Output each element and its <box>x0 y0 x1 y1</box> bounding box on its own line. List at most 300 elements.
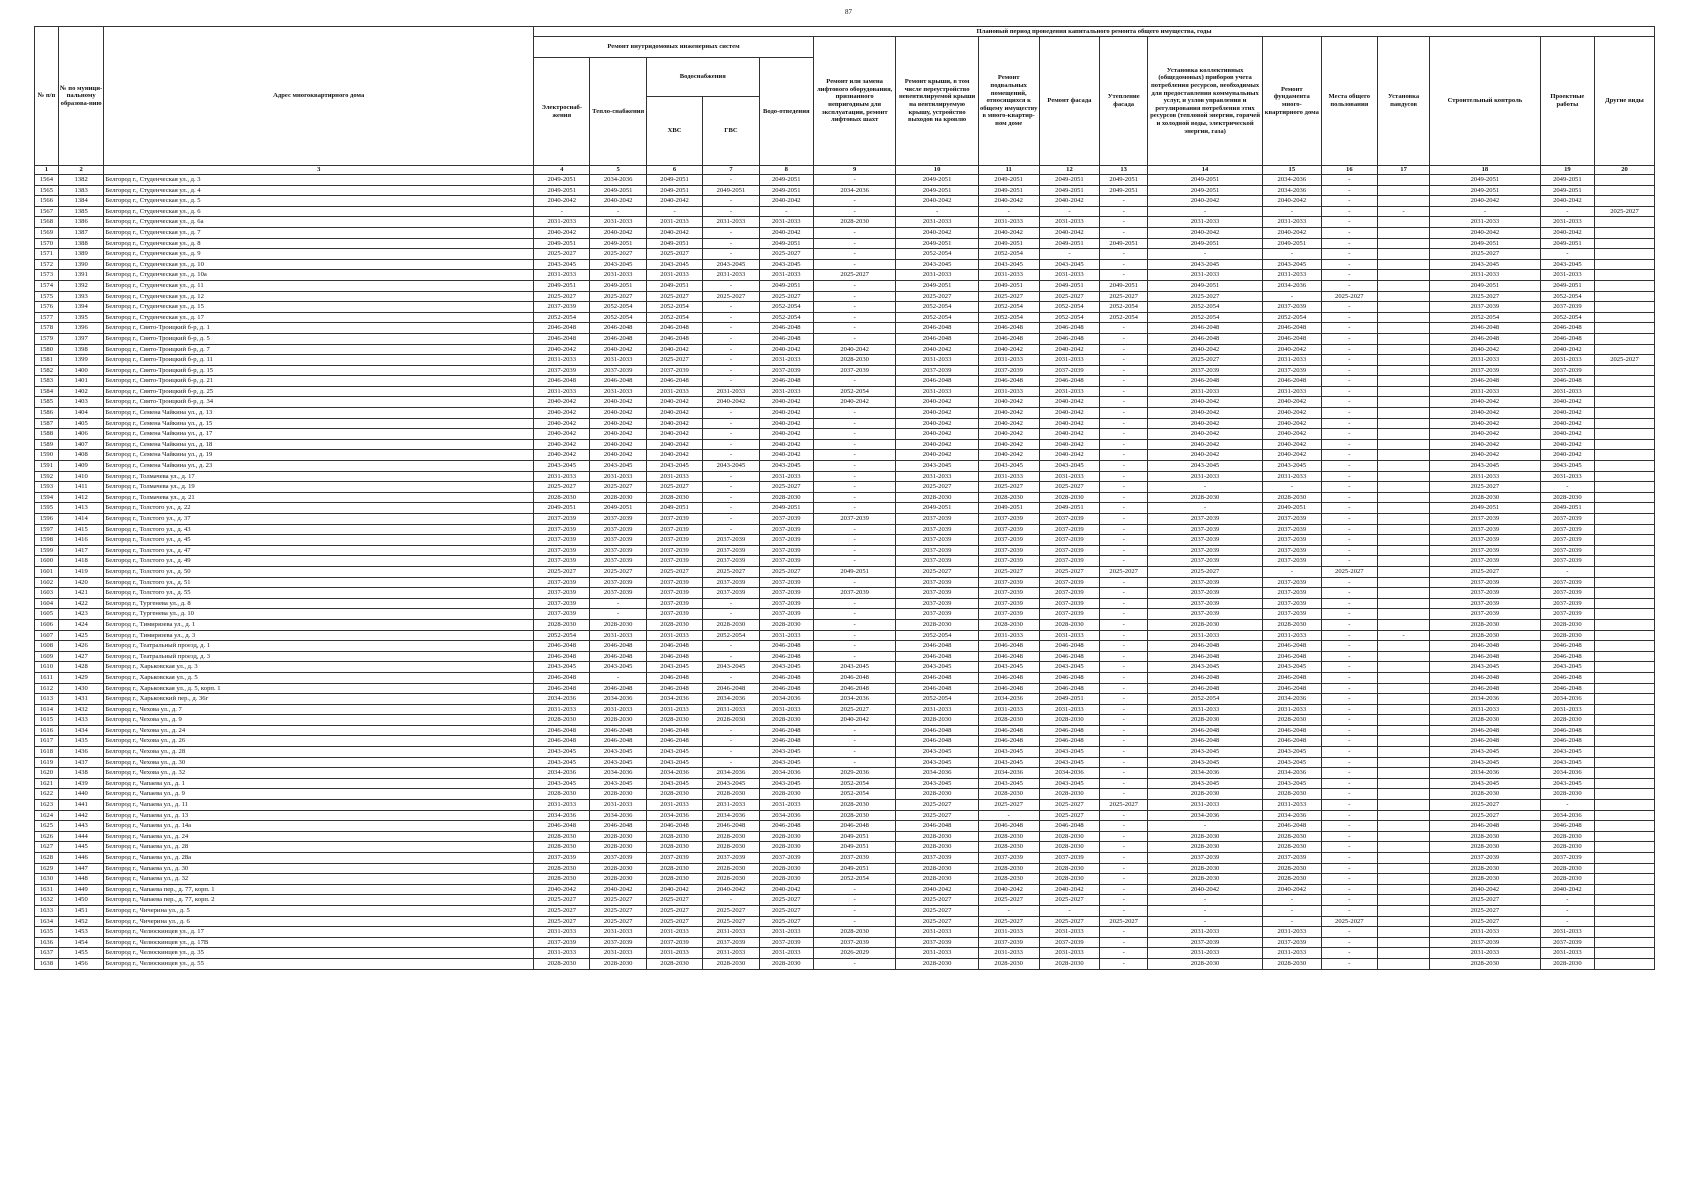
table-cell: 2037-2039 <box>1430 514 1541 525</box>
table-cell: 2031-2033 <box>534 386 590 397</box>
table-cell: 2028-2030 <box>1148 789 1263 800</box>
table-cell <box>1378 651 1430 662</box>
table-cell <box>1594 566 1654 577</box>
table-cell: 2025-2027 <box>759 916 813 927</box>
table-cell: 2025-2027 <box>1321 566 1377 577</box>
table-cell: 2043-2045 <box>1430 757 1541 768</box>
table-cell: 2040-2042 <box>1148 884 1263 895</box>
table-cell: - <box>1100 376 1148 387</box>
column-number-row <box>35 166 1655 175</box>
table-cell: 2049-2051 <box>759 185 813 196</box>
table-cell: - <box>1321 577 1377 588</box>
table-cell: 1442 <box>58 810 104 821</box>
table-cell: - <box>1321 408 1377 419</box>
table-cell: 2040-2042 <box>646 429 702 440</box>
table-cell: 2037-2039 <box>1263 524 1322 535</box>
table-cell: 2049-2051 <box>646 503 702 514</box>
table-cell: 2031-2033 <box>534 270 590 281</box>
table-cell <box>1378 853 1430 864</box>
table-cell: - <box>1321 450 1377 461</box>
table-cell: 2052-2054 <box>1148 302 1263 313</box>
table-cell: 2025-2027 <box>896 291 978 302</box>
table-cell: 2046-2048 <box>896 736 978 747</box>
table-cell: 2031-2033 <box>896 471 978 482</box>
table-cell: 2028-2030 <box>978 842 1039 853</box>
table-cell: - <box>978 810 1039 821</box>
table-cell: 2037-2039 <box>1540 609 1594 620</box>
table-cell: 2043-2045 <box>1430 778 1541 789</box>
table-cell <box>1378 895 1430 906</box>
table-cell: 2046-2048 <box>759 651 813 662</box>
table-cell: 2025-2027 <box>534 482 590 493</box>
table-cell: 2043-2045 <box>1039 662 1100 673</box>
table-cell: 2031-2033 <box>759 704 813 715</box>
table-cell: 2049-2051 <box>1263 238 1322 249</box>
table-cell: 2028-2030 <box>590 715 646 726</box>
column-number: 7 <box>703 166 759 175</box>
table-cell: - <box>1321 206 1377 217</box>
table-cell: - <box>1540 905 1594 916</box>
table-cell: 2028-2030 <box>1263 958 1322 969</box>
table-cell: 2028-2030 <box>1039 619 1100 630</box>
table-cell: 2037-2039 <box>759 514 813 525</box>
table-cell: - <box>703 651 759 662</box>
table-cell: 1575 <box>35 291 59 302</box>
table-cell: 2031-2033 <box>646 800 702 811</box>
col-header-roof: Ремонт крыши, в том числе переустройство невентилируемой крыши на вентилируемую крышу, устройство выходов на кровлю <box>896 37 978 166</box>
table-cell: - <box>1321 461 1377 472</box>
table-cell: - <box>813 249 895 260</box>
table-cell: 2043-2045 <box>646 259 702 270</box>
table-cell: 2031-2033 <box>646 630 702 641</box>
table-cell <box>1378 683 1430 694</box>
address-cell: Белгород г., Толстого ул., д. 22 <box>104 503 534 514</box>
table-cell: - <box>813 577 895 588</box>
table-cell: - <box>703 312 759 323</box>
table-cell: 2040-2042 <box>1039 884 1100 895</box>
table-cell: 2028-2030 <box>646 842 702 853</box>
table-cell <box>1378 492 1430 503</box>
table-cell: 2025-2027 <box>1594 355 1654 366</box>
table-cell: 2040-2042 <box>1430 429 1541 440</box>
table-cell: - <box>1100 482 1148 493</box>
table-cell: 2029-2036 <box>813 768 895 779</box>
table-cell: 2028-2030 <box>896 831 978 842</box>
table-cell: 2037-2039 <box>534 365 590 376</box>
table-row <box>35 175 1655 186</box>
table-cell: - <box>1321 259 1377 270</box>
table-row <box>35 831 1655 842</box>
table-cell: 1608 <box>35 641 59 652</box>
table-cell: 2040-2042 <box>534 408 590 419</box>
table-cell: 2043-2045 <box>534 461 590 472</box>
table-cell <box>1378 884 1430 895</box>
table-cell: 2040-2042 <box>646 408 702 419</box>
table-cell: - <box>1100 905 1148 916</box>
table-cell: 2040-2042 <box>1148 439 1263 450</box>
table-cell: 2052-2054 <box>1148 694 1263 705</box>
table-cell: 2025-2027 <box>1321 916 1377 927</box>
table-cell <box>1378 662 1430 673</box>
table-cell: - <box>1100 249 1148 260</box>
table-row <box>35 249 1655 260</box>
table-cell: - <box>1100 715 1148 726</box>
table-cell: 2037-2039 <box>534 598 590 609</box>
table-cell: 2028-2030 <box>1540 958 1594 969</box>
table-cell: 2025-2027 <box>978 895 1039 906</box>
table-cell: 2028-2030 <box>534 958 590 969</box>
table-cell: 2037-2039 <box>978 853 1039 864</box>
table-cell: 2028-2030 <box>978 619 1039 630</box>
table-cell: 2025-2027 <box>1039 800 1100 811</box>
address-cell: Белгород г., Толстого ул., д. 50 <box>104 566 534 577</box>
table-cell: - <box>703 641 759 652</box>
table-cell <box>1378 259 1430 270</box>
table-cell: 2037-2039 <box>759 937 813 948</box>
table-cell: 2028-2030 <box>534 789 590 800</box>
table-cell <box>1594 397 1654 408</box>
table-cell <box>1594 810 1654 821</box>
table-cell: 2040-2042 <box>759 429 813 440</box>
address-cell: Белгород г., Чапаева ул., д. 30 <box>104 863 534 874</box>
table-cell: 2031-2033 <box>1039 704 1100 715</box>
table-cell: - <box>703 206 759 217</box>
table-cell: 2046-2048 <box>813 683 895 694</box>
table-cell: 2028-2030 <box>534 492 590 503</box>
table-cell: 1454 <box>58 937 104 948</box>
table-cell: 2043-2045 <box>896 747 978 758</box>
table-cell: 2028-2030 <box>759 842 813 853</box>
table-cell: 2031-2033 <box>1148 948 1263 959</box>
table-cell <box>1594 916 1654 927</box>
table-cell: 2031-2033 <box>646 217 702 228</box>
table-cell <box>1378 768 1430 779</box>
table-cell: 2046-2048 <box>1148 333 1263 344</box>
table-cell: 2037-2039 <box>1430 609 1541 620</box>
table-cell: 2040-2042 <box>1148 429 1263 440</box>
table-cell: 2037-2039 <box>646 598 702 609</box>
table-cell: - <box>1321 249 1377 260</box>
table-cell: 2025-2027 <box>978 291 1039 302</box>
table-cell: 2040-2042 <box>896 344 978 355</box>
table-cell: 2049-2051 <box>896 175 978 186</box>
table-cell: 2034-2036 <box>534 694 590 705</box>
table-cell <box>1594 545 1654 556</box>
column-number: 6 <box>646 166 702 175</box>
table-cell: 2052-2054 <box>590 302 646 313</box>
table-cell: 2031-2033 <box>1430 355 1541 366</box>
table-cell <box>1378 704 1430 715</box>
table-cell: 2052-2054 <box>759 302 813 313</box>
address-cell: Белгород г., Харьковская ул., д. 5, корп. 1 <box>104 683 534 694</box>
table-cell: 2046-2048 <box>978 725 1039 736</box>
table-cell: 2031-2033 <box>1039 355 1100 366</box>
table-cell: 2037-2039 <box>1263 365 1322 376</box>
table-cell: 2037-2039 <box>646 588 702 599</box>
table-cell: 2028-2030 <box>896 715 978 726</box>
table-cell: 2037-2039 <box>534 609 590 620</box>
table-cell: 2028-2030 <box>1540 789 1594 800</box>
table-cell: 2049-2051 <box>590 238 646 249</box>
table-cell: 2046-2048 <box>978 376 1039 387</box>
table-cell: - <box>813 418 895 429</box>
table-cell: 2025-2027 <box>978 800 1039 811</box>
table-cell <box>1378 566 1430 577</box>
table-row <box>35 227 1655 238</box>
table-cell: 2025-2027 <box>646 482 702 493</box>
table-cell: 2028-2030 <box>1430 492 1541 503</box>
table-cell: - <box>703 514 759 525</box>
table-cell: - <box>813 471 895 482</box>
table-cell: 1410 <box>58 471 104 482</box>
table-cell: 2031-2033 <box>1263 355 1322 366</box>
table-cell: 2046-2048 <box>590 651 646 662</box>
table-cell: - <box>1321 874 1377 885</box>
table-cell: 2037-2039 <box>813 853 895 864</box>
table-cell: 2043-2045 <box>978 747 1039 758</box>
table-cell: 1571 <box>35 249 59 260</box>
table-cell: 2028-2030 <box>1540 842 1594 853</box>
table-cell: - <box>1378 630 1430 641</box>
table-cell: 2049-2051 <box>1148 280 1263 291</box>
table-cell: 2043-2045 <box>534 662 590 673</box>
table-cell: 2049-2051 <box>978 503 1039 514</box>
table-cell: 2025-2027 <box>1148 566 1263 577</box>
table-cell: 1444 <box>58 831 104 842</box>
table-cell: - <box>1263 206 1322 217</box>
table-cell: 1610 <box>35 662 59 673</box>
table-cell: 2025-2027 <box>1148 355 1263 366</box>
table-cell: 2031-2033 <box>1430 704 1541 715</box>
table-cell <box>1378 577 1430 588</box>
table-cell <box>1594 291 1654 302</box>
table-cell: 2037-2039 <box>534 556 590 567</box>
table-cell: 2031-2033 <box>1039 471 1100 482</box>
address-cell: Белгород г., Студенческая ул., д. 3 <box>104 175 534 186</box>
table-cell <box>1378 514 1430 525</box>
table-cell: 2037-2039 <box>896 598 978 609</box>
table-cell: 2028-2030 <box>1540 630 1594 641</box>
table-cell: 2040-2042 <box>813 715 895 726</box>
table-cell: 2031-2033 <box>646 704 702 715</box>
table-cell: 2037-2039 <box>590 556 646 567</box>
table-cell: 2031-2033 <box>1263 704 1322 715</box>
table-cell: 2037-2039 <box>1148 556 1263 567</box>
table-cell: 2049-2051 <box>590 280 646 291</box>
col-header-period: Плановый период проведения капитального ремонта общего имущества, годы <box>534 27 1655 37</box>
col-header-other: Другие виды <box>1594 37 1654 166</box>
table-cell: 2046-2048 <box>1430 376 1541 387</box>
table-cell: 2043-2045 <box>759 778 813 789</box>
table-cell: 2046-2048 <box>896 821 978 832</box>
table-cell <box>1378 598 1430 609</box>
column-number: 12 <box>1039 166 1100 175</box>
table-cell: 2037-2039 <box>1263 598 1322 609</box>
table-row <box>35 291 1655 302</box>
table-cell: 1398 <box>58 344 104 355</box>
table-cell: 2040-2042 <box>646 418 702 429</box>
table-cell: 2028-2030 <box>1263 874 1322 885</box>
table-cell: 2037-2039 <box>1148 853 1263 864</box>
table-cell: 1607 <box>35 630 59 641</box>
table-cell: 2052-2054 <box>813 386 895 397</box>
table-cell: 2037-2039 <box>534 937 590 948</box>
table-cell <box>1378 694 1430 705</box>
table-cell <box>1594 895 1654 906</box>
table-cell: 1564 <box>35 175 59 186</box>
table-cell: 2025-2027 <box>646 895 702 906</box>
table-cell <box>1594 429 1654 440</box>
table-cell: - <box>1100 577 1148 588</box>
table-cell: - <box>1321 863 1377 874</box>
table-cell: 1396 <box>58 323 104 334</box>
table-cell: - <box>1100 725 1148 736</box>
table-cell: 2043-2045 <box>703 259 759 270</box>
table-cell: 2031-2033 <box>1263 948 1322 959</box>
table-cell: - <box>1321 884 1377 895</box>
table-row <box>35 905 1655 916</box>
table-cell: 2031-2033 <box>759 471 813 482</box>
table-cell: 2040-2042 <box>896 196 978 207</box>
table-cell: 2028-2030 <box>1263 863 1322 874</box>
table-cell: 2037-2039 <box>1540 514 1594 525</box>
table-cell: 2025-2027 <box>590 895 646 906</box>
table-cell <box>1594 450 1654 461</box>
table-cell: 1614 <box>35 704 59 715</box>
table-cell: 2040-2042 <box>1540 408 1594 419</box>
table-cell: 1393 <box>58 291 104 302</box>
table-cell: 2031-2033 <box>590 704 646 715</box>
table-cell <box>1594 365 1654 376</box>
table-cell: 2034-2036 <box>703 810 759 821</box>
table-cell: 2031-2033 <box>1148 217 1263 228</box>
table-cell <box>1378 418 1430 429</box>
col-header-facade: Ремонт фасада <box>1039 37 1100 166</box>
table-cell: 2028-2030 <box>1148 492 1263 503</box>
table-cell: - <box>703 376 759 387</box>
table-cell: - <box>1321 958 1377 969</box>
table-cell: 2028-2030 <box>759 831 813 842</box>
table-cell: 2037-2039 <box>896 577 978 588</box>
capital-repair-schedule-table <box>34 26 1655 970</box>
table-cell: - <box>1321 492 1377 503</box>
table-cell: 1455 <box>58 948 104 959</box>
table-cell: 2040-2042 <box>1039 408 1100 419</box>
table-row <box>35 418 1655 429</box>
table-row <box>35 821 1655 832</box>
table-row <box>35 556 1655 567</box>
table-cell: 2031-2033 <box>1263 927 1322 938</box>
table-cell: 2043-2045 <box>646 461 702 472</box>
table-cell: 1623 <box>35 800 59 811</box>
address-cell: Белгород г., Челюскинцев ул., д. 17В <box>104 937 534 948</box>
table-cell: 2040-2042 <box>590 884 646 895</box>
table-cell: 2025-2027 <box>1430 291 1541 302</box>
table-cell: 2043-2045 <box>1540 778 1594 789</box>
table-cell <box>1594 905 1654 916</box>
table-cell: 2046-2048 <box>1430 736 1541 747</box>
table-cell: 2025-2027 <box>534 249 590 260</box>
table-cell: 2049-2051 <box>1039 280 1100 291</box>
table-cell: 2037-2039 <box>759 598 813 609</box>
table-cell: 2037-2039 <box>1540 535 1594 546</box>
table-cell: 2037-2039 <box>1039 853 1100 864</box>
table-cell: 1636 <box>35 937 59 948</box>
table-cell: 2052-2054 <box>1540 312 1594 323</box>
table-cell: 1452 <box>58 916 104 927</box>
address-cell: Белгород г., Чехова ул., д. 30 <box>104 757 534 768</box>
table-cell: 2046-2048 <box>590 323 646 334</box>
table-cell: 2031-2033 <box>896 270 978 281</box>
table-cell: 2049-2051 <box>759 238 813 249</box>
table-cell: 2025-2027 <box>1430 905 1541 916</box>
address-cell: Белгород г., Толстого ул., д. 45 <box>104 535 534 546</box>
table-cell: 1570 <box>35 238 59 249</box>
table-cell: 1389 <box>58 249 104 260</box>
table-row <box>35 535 1655 546</box>
table-cell: - <box>1321 302 1377 313</box>
table-cell <box>1378 641 1430 652</box>
table-cell: - <box>1321 355 1377 366</box>
table-row <box>35 778 1655 789</box>
table-cell <box>1594 333 1654 344</box>
table-cell: 2028-2030 <box>1430 630 1541 641</box>
table-cell: - <box>1321 641 1377 652</box>
table-cell: 1565 <box>35 185 59 196</box>
table-cell: 1394 <box>58 302 104 313</box>
table-cell: 2043-2045 <box>896 259 978 270</box>
table-cell: 2034-2036 <box>646 810 702 821</box>
table-cell <box>1378 312 1430 323</box>
table-cell: 2037-2039 <box>646 514 702 525</box>
table-cell: 2025-2027 <box>590 249 646 260</box>
table-cell: - <box>703 408 759 419</box>
column-number: 16 <box>1321 166 1377 175</box>
table-cell: 2037-2039 <box>703 535 759 546</box>
table-cell: - <box>703 736 759 747</box>
col-header-heat: Тепло-снабжения <box>590 58 646 166</box>
table-cell: 1568 <box>35 217 59 228</box>
table-cell: 2031-2033 <box>1540 704 1594 715</box>
table-cell: 2040-2042 <box>534 429 590 440</box>
table-cell <box>1594 662 1654 673</box>
table-cell: 2025-2027 <box>978 916 1039 927</box>
table-cell: 2037-2039 <box>1540 545 1594 556</box>
table-cell: 2043-2045 <box>534 757 590 768</box>
table-cell: 2025-2027 <box>703 566 759 577</box>
table-cell: - <box>813 302 895 313</box>
table-cell: 2049-2051 <box>703 185 759 196</box>
table-cell: 2046-2048 <box>1263 725 1322 736</box>
table-cell: 2046-2048 <box>1039 651 1100 662</box>
table-cell: 2031-2033 <box>1148 386 1263 397</box>
table-cell: - <box>1378 206 1430 217</box>
table-cell: 1596 <box>35 514 59 525</box>
table-cell: 2037-2039 <box>1263 937 1322 948</box>
table-cell: 2040-2042 <box>896 397 978 408</box>
table-cell: - <box>813 556 895 567</box>
table-cell: 1579 <box>35 333 59 344</box>
column-number: 10 <box>896 166 978 175</box>
table-cell: 2037-2039 <box>1039 514 1100 525</box>
address-cell: Белгород г., Студенческая ул., д. 8 <box>104 238 534 249</box>
table-row <box>35 365 1655 376</box>
table-cell: 1402 <box>58 386 104 397</box>
table-cell: 2049-2051 <box>978 238 1039 249</box>
table-cell: 2046-2048 <box>978 672 1039 683</box>
table-cell: 2052-2054 <box>978 312 1039 323</box>
table-row <box>35 471 1655 482</box>
